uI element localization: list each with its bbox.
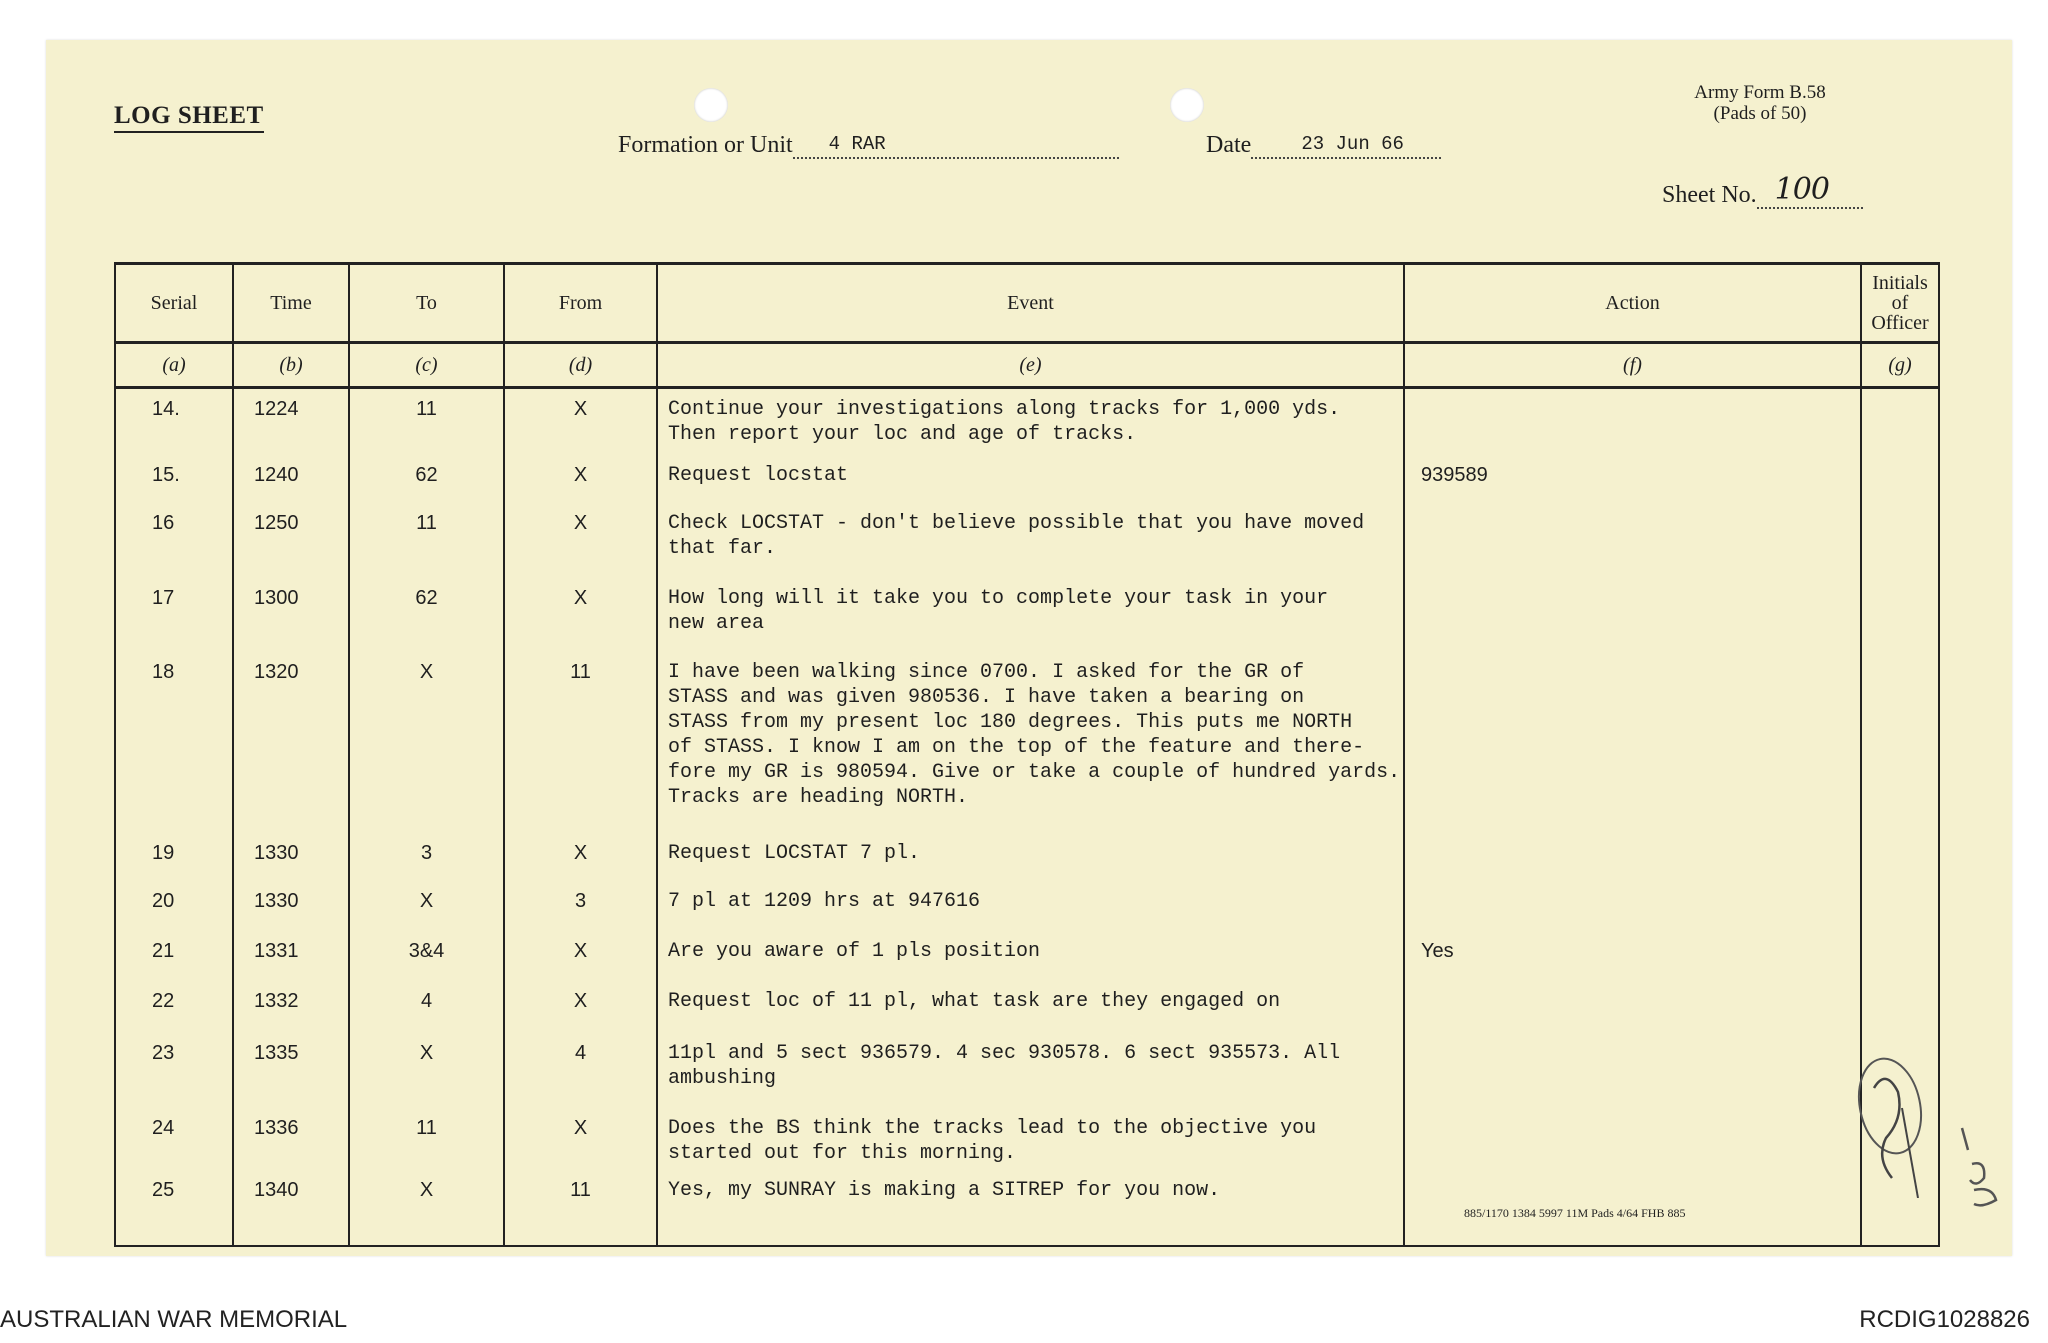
col-letter: (b) <box>233 343 349 388</box>
column-letter-row <box>115 343 1939 388</box>
entry-serial: 20 <box>152 890 175 912</box>
entry-event: I have been walking since 0700. I asked for the GR of STASS and was given 980536. I have taken a bearing on STASS from my present loc 180 degrees. This puts me NORTH of STASS. I know I am on the top of the feature and there- fore my GR is 980594. Give or take a couple of hundred yards. Tracks are heading NORTH. <box>668 661 1401 809</box>
entry-serial: 23 <box>152 1042 175 1064</box>
credit-right: RCDIG1028826 <box>1859 1306 2030 1333</box>
entry-from: X <box>573 464 588 486</box>
entry-serial: 18 <box>152 661 175 683</box>
entry-serial: 16 <box>152 512 175 534</box>
entry-event: Request LOCSTAT 7 pl. <box>668 842 921 865</box>
handwritten-initials-mark <box>1846 1048 1926 1198</box>
entry-to: 4 <box>420 990 433 1012</box>
entry-serial: 19 <box>152 842 175 864</box>
col-initials-line2: of <box>1891 292 1909 314</box>
entry-to: 62 <box>415 587 438 609</box>
entry-to: X <box>419 1042 434 1064</box>
to-column <box>349 388 504 1247</box>
entry-from: 11 <box>570 1179 591 1201</box>
entry-from: X <box>573 398 588 420</box>
entry-from: 4 <box>574 1042 587 1064</box>
col-serial: Serial <box>115 264 233 343</box>
entry-serial: 17 <box>152 587 175 609</box>
serial-column <box>115 388 233 1247</box>
entry-event: Yes, my SUNRAY is making a SITREP for you now. <box>668 1179 1221 1202</box>
col-letter: (f) <box>1404 343 1861 388</box>
entry-to: 11 <box>416 1117 437 1139</box>
form-number: Army Form B.58 <box>1694 82 1826 103</box>
entry-time: 1240 <box>254 464 299 486</box>
entry-time: 1336 <box>254 1117 299 1139</box>
entry-from: X <box>573 512 588 534</box>
entry-event: How long will it take you to complete your task in your new area <box>668 587 1329 635</box>
entry-from: 3 <box>574 890 587 912</box>
col-initials-line3: Officer <box>1871 312 1929 334</box>
form-identifier <box>1690 82 1830 124</box>
entry-to: 11 <box>416 512 437 534</box>
col-action: Action <box>1404 264 1861 343</box>
col-letter: (g) <box>1861 343 1939 388</box>
entry-serial: 25 <box>152 1179 175 1201</box>
entry-time: 1332 <box>254 990 299 1012</box>
entry-serial: 15. <box>152 464 180 486</box>
col-letter: (a) <box>115 343 233 388</box>
event-column <box>657 388 1404 1247</box>
entry-event: Check LOCSTAT - don't believe possible that you have moved that far. <box>668 512 1365 560</box>
col-letter: (e) <box>657 343 1404 388</box>
entry-from: X <box>573 587 588 609</box>
page-title: LOG SHEET <box>114 102 264 133</box>
from-column <box>504 388 657 1247</box>
col-letter: (d) <box>504 343 657 388</box>
date-label: Date <box>1206 132 1252 158</box>
col-to: To <box>349 264 504 343</box>
entry-to: 3&4 <box>408 940 445 962</box>
col-from: From <box>504 264 657 343</box>
col-letter: (c) <box>349 343 504 388</box>
entry-from: X <box>573 940 588 962</box>
entry-time: 1320 <box>254 661 299 683</box>
col-event: Event <box>657 264 1404 343</box>
form-pads: (Pads of 50) <box>1713 103 1807 124</box>
col-initials <box>1861 264 1939 343</box>
entry-event: Are you aware of 1 pls position <box>668 940 1041 963</box>
entry-serial: 14. <box>152 398 180 420</box>
unit-field <box>618 132 1119 159</box>
sheet-label: Sheet No. <box>1662 182 1757 208</box>
entry-to: X <box>419 661 434 683</box>
col-initials-line1: Initials <box>1872 272 1928 294</box>
entry-serial: 21 <box>152 940 175 962</box>
margin-annotation-mark <box>1952 1120 2012 1210</box>
entry-from: 11 <box>570 661 591 683</box>
date-value: 23 Jun 66 <box>1301 133 1404 155</box>
unit-label: Formation or Unit <box>618 132 793 158</box>
date-field <box>1206 132 1441 159</box>
entry-time: 1250 <box>254 512 299 534</box>
entry-to: X <box>419 890 434 912</box>
entry-event: Continue your investigations along tracks for 1,000 yds. Then report your loc and age of tracks. <box>668 398 1341 446</box>
punch-hole <box>1170 88 1204 122</box>
entry-to: X <box>419 1179 434 1201</box>
entry-event: Request locstat <box>668 464 849 487</box>
entry-event: 11pl and 5 sect 936579. 4 sec 930578. 6 sect 935573. All ambushing <box>668 1042 1341 1090</box>
entry-time: 1300 <box>254 587 299 609</box>
sheet-number-field <box>1662 172 1863 209</box>
entry-event: 7 pl at 1209 hrs at 947616 <box>668 890 981 913</box>
time-column <box>233 388 349 1247</box>
entry-serial: 22 <box>152 990 175 1012</box>
print-footnote: 885/1170 1384 5997 11M Pads 4/64 FHB 885 <box>1464 1206 1686 1220</box>
entries-body <box>115 388 1939 1247</box>
entry-from: X <box>573 990 588 1012</box>
entry-action: Yes <box>1421 940 1454 962</box>
entry-to: 3 <box>420 842 433 864</box>
entry-to: 11 <box>416 398 437 420</box>
punch-hole <box>694 88 728 122</box>
entry-time: 1340 <box>254 1179 299 1201</box>
entry-time: 1331 <box>254 940 299 962</box>
entry-serial: 24 <box>152 1117 175 1139</box>
entry-time: 1224 <box>254 398 299 420</box>
entry-action: 939589 <box>1421 464 1488 486</box>
column-header-row <box>115 264 1939 343</box>
credit-left: AUSTRALIAN WAR MEMORIAL <box>0 1306 348 1333</box>
entry-event: Request loc of 11 pl, what task are they engaged on <box>668 990 1281 1013</box>
entry-time: 1335 <box>254 1042 299 1064</box>
entry-event: Does the BS think the tracks lead to the objective you started out for this morning. <box>668 1117 1317 1165</box>
sheet-value: 100 <box>1774 172 1829 207</box>
action-column <box>1404 388 1861 1247</box>
unit-value: 4 RAR <box>828 133 886 155</box>
entry-to: 62 <box>415 464 438 486</box>
entry-time: 1330 <box>254 842 299 864</box>
log-table <box>114 262 1940 1247</box>
entry-from: X <box>573 842 588 864</box>
col-time: Time <box>233 264 349 343</box>
entry-time: 1330 <box>254 890 299 912</box>
entry-from: X <box>573 1117 588 1139</box>
